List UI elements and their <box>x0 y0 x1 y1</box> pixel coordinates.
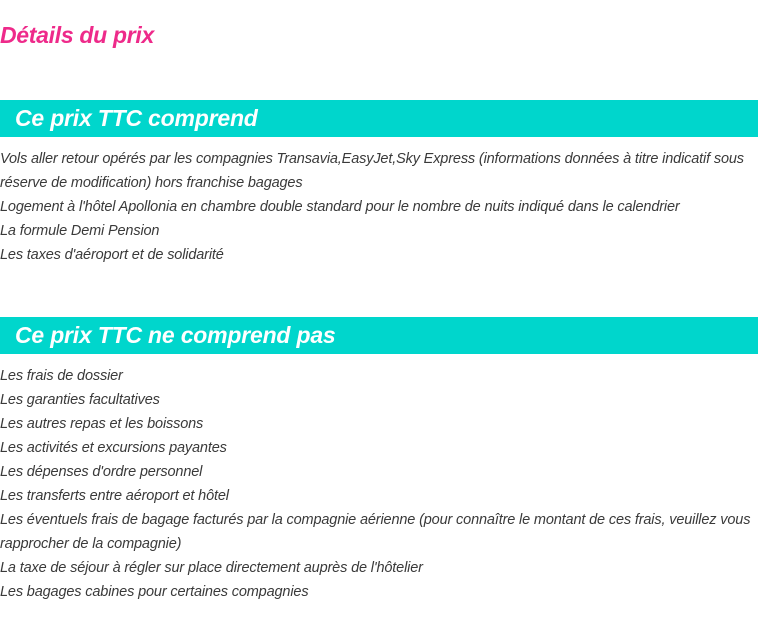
list-item: Les garanties facultatives <box>0 392 160 408</box>
price-excludes-heading: Ce prix TTC ne comprend pas <box>0 317 758 354</box>
price-excludes-section <box>0 317 758 604</box>
list-item: Vols aller retour opérés par les compagnies Transavia,EasyJet,Sky Express (informations données à titre indicatif sous réserve de modification) hors franchise bagages <box>0 151 744 191</box>
page-title: Détails du prix <box>0 22 154 48</box>
price-includes-section <box>0 100 758 267</box>
list-item: Les autres repas et les boissons <box>0 416 204 432</box>
list-item: Les activités et excursions payantes <box>0 440 227 456</box>
list-item: Les frais de dossier <box>0 368 123 384</box>
price-includes-list <box>0 147 758 267</box>
list-item: Les taxes d'aéroport et de solidarité <box>0 247 224 263</box>
list-item: Les transferts entre aéroport et hôtel <box>0 488 229 504</box>
price-includes-heading: Ce prix TTC comprend <box>0 100 758 137</box>
list-item: Les éventuels frais de bagage facturés par la compagnie aérienne (pour connaître le montant de ces frais, veuillez vous rapprocher de la compagnie) <box>0 512 751 552</box>
list-item: La taxe de séjour à régler sur place directement auprès de l'hôtelier <box>0 560 423 576</box>
list-item: Les dépenses d'ordre personnel <box>0 464 203 480</box>
list-item: Les bagages cabines pour certaines compagnies <box>0 584 309 600</box>
list-item: Logement à l'hôtel Apollonia en chambre double standard pour le nombre de nuits indiqué dans le calendrier <box>0 199 680 215</box>
list-item: La formule Demi Pension <box>0 223 160 239</box>
price-excludes-list <box>0 364 758 604</box>
